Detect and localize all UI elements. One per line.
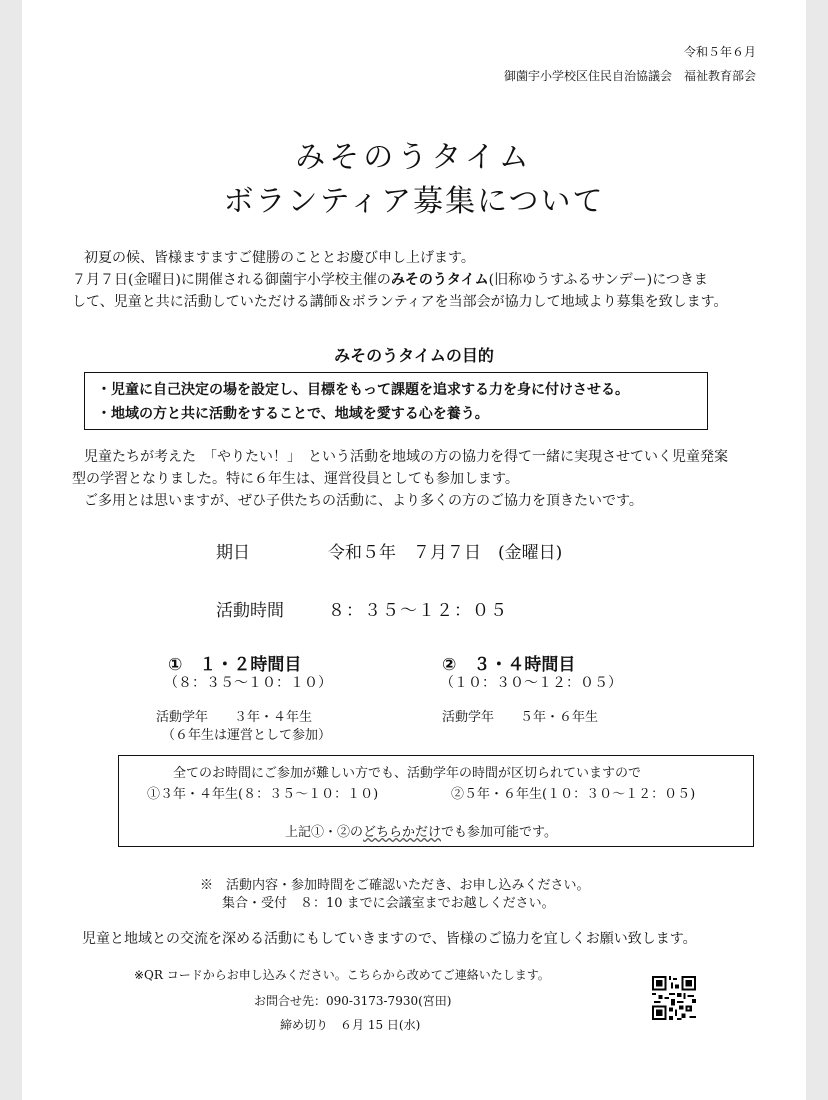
purpose-box [84, 372, 708, 430]
instruction-line-1: ※ 活動内容・参加時間をご確認いただき、お申し込みください。 [200, 878, 590, 893]
notice-option-1: ①３年・４年生(８：３５〜１０：１０) [147, 787, 379, 802]
period-1-note: （６年生は運営として参加） [162, 728, 332, 743]
period-2-time: （１０：３０〜１２：０５） [440, 675, 622, 691]
period-1-time: （８：３５〜１０：１０） [164, 675, 332, 691]
document-subtitle: ボランティア募集について [223, 184, 605, 219]
intro-greeting: 初夏の候、皆様ますますご健勝のこととお慶び申し上げます。 [84, 250, 475, 266]
deadline: 締め切り ６月 15 日(水) [280, 1018, 421, 1032]
notice-emphasis: どちらかだけ [363, 825, 442, 840]
notice-line-3-start: 上記①・②の [285, 825, 364, 840]
purpose-item: ・児童に自己決定の場を設定し、目標をもって課題を追求する力を身に付けさせる。 [97, 382, 629, 398]
date-value: 令和５年 ７月７日 (金曜日) [328, 543, 563, 563]
description-line-2: 型の学習となりました。特に６年生は、運営役員としても参加します。 [72, 471, 519, 487]
instruction-line-2: 集合・受付 ８：10 までに会議室までお越しください。 [222, 896, 555, 911]
notice-box [118, 755, 754, 847]
issue-date: 令和５年６月 [683, 45, 756, 59]
notice-line-3-end: でも参加可能です。 [441, 825, 557, 840]
description-line-1: 児童たちが考えた 「やりたい！」 という活動を地域の方の協力を得て一緒に実現させていく児童発案 [84, 449, 728, 465]
document-title: みそのうタイム [295, 140, 533, 175]
qr-code-icon[interactable] [652, 976, 696, 1020]
intro-line-2-start: ７月７日(金曜日)に開催される御薗宇小学校主催の [72, 272, 391, 288]
time-label: 活動時間 [216, 601, 284, 621]
period-1-title: ① １・２時間目 [168, 655, 302, 675]
description-line-3: ご多用とは思いますが、ぜひ子供たちの活動に、より多くの方のご協力を頂きたいです。 [84, 493, 643, 509]
period-2-title: ② ３・４時間目 [442, 655, 576, 675]
event-name-bold: みそのうタイム [390, 272, 489, 288]
organization-name: 御薗宇小学校区住民自治協議会 福祉教育部会 [503, 69, 756, 83]
period-2-grades: 活動学年 ５年・６年生 [442, 710, 599, 725]
qr-note: ※QR コードからお申し込みください。こちらから改めてご連絡いたします。 [134, 968, 550, 982]
intro-line-3: して、児童と共に活動していただける講師＆ボランティアを当部会が協力して地域より募集を致します。 [72, 294, 728, 310]
notice-line-3 [285, 821, 557, 840]
period-1-grades: 活動学年 ３年・４年生 [156, 710, 313, 725]
date-label: 期日 [216, 543, 250, 563]
contact-info: お問合せ先：090-3173-7930(宮田) [254, 994, 452, 1008]
notice-line-1: 全てのお時間にご参加が難しい方でも、活動学年の時間が区切られていますので [173, 766, 642, 781]
document-page [22, 0, 806, 1100]
closing-message: 児童と地域との交流を深める活動にもしていきますので、皆様のご協力を宜しくお願い致します。 [82, 931, 697, 947]
time-value: ８：３５〜１２：０５ [328, 601, 508, 621]
intro-line-2-end: (旧称ゆうすふるサンデー)につきま [488, 272, 708, 288]
purpose-item: ・地域の方と共に活動をすることで、地域を愛する心を養う。 [97, 406, 489, 422]
notice-option-2: ②５年・６年生(１０：３０〜１２：０５) [451, 787, 696, 802]
purpose-heading: みそのうタイムの目的 [334, 346, 494, 365]
intro-line-2 [72, 269, 708, 291]
